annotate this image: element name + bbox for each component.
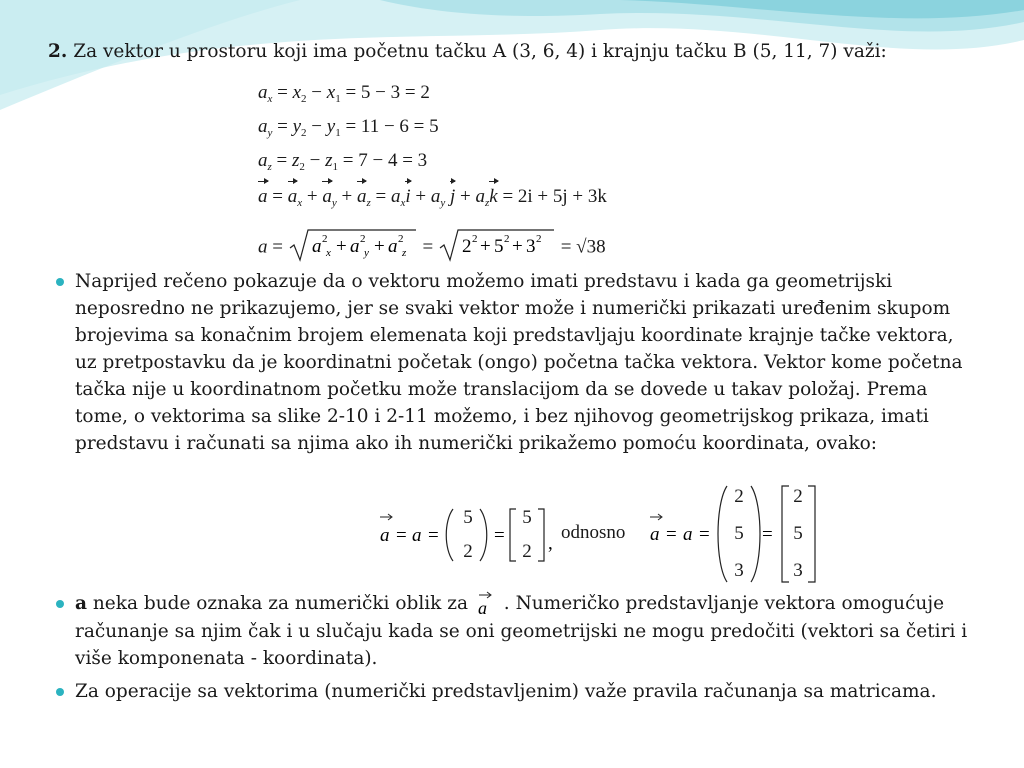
svg-text:a: a: [387, 236, 398, 257]
matrix-cell: 5: [522, 507, 532, 528]
svg-text:2: 2: [503, 233, 510, 245]
svg-text:z: z: [401, 247, 406, 259]
notation-text-before: neka bude oznaka za numerički oblik za: [87, 593, 469, 614]
matrix-cell: 2: [522, 541, 532, 562]
problem-number: 2.: [48, 41, 68, 62]
equation-ay-rhs: = 11 − 6 = 5: [345, 116, 439, 137]
svg-text:=: =: [699, 524, 710, 545]
equation-az-rhs: = 7 − 4 = 3: [342, 150, 428, 171]
svg-text:+: +: [373, 236, 385, 257]
vector-a-symbol: [474, 591, 498, 618]
bold-symbol-a: a: [75, 593, 87, 614]
equation-vector-norm: a = a 2 x + a 2 y + a 2 z = 2 2 + 5 2 + 3 2 = √38: [258, 228, 606, 254]
vector-arrow-icon: [474, 589, 498, 619]
matrix-connector: odnosno: [561, 522, 626, 543]
matrix-right-bracket-values: [788, 486, 808, 582]
svg-text:2: 2: [461, 236, 472, 257]
matrix-cell: 3: [734, 560, 744, 581]
svg-text:=: =: [494, 525, 505, 546]
svg-text:3: 3: [525, 236, 536, 257]
matrix-left-paren-values: [458, 507, 478, 563]
bullet-icon: [56, 688, 64, 696]
svg-text:y: y: [363, 247, 369, 259]
matrix-cell: 3: [793, 560, 803, 581]
svg-text:a: a: [311, 236, 322, 257]
equations-block: [258, 82, 698, 262]
svg-text:=: =: [762, 524, 773, 545]
svg-text:=: =: [428, 525, 439, 546]
paragraph-numeric-representation: Naprijed rečeno pokazuje da o vektoru možemo imati predstavu i kada ga geometrijski neposredno ne prikazujemo, jer se svaki vektor može i numerički prikazati uređenim skupom brojevima sa konačnim brojem elemenata koji predstavljaju koordinate krajnje tačke vektora, uz pretpostavku da je koordinatni početak (ongo) početna tačka vektora. Vektor kome početna tačka nije u koordinatnom početku može translacijom da se dovede u takav položaj. Prema tome, o vektorima sa slike 2-10 i 2-11 možemo, i bez njihovog geometrijskog prikaza, imati predstavu i računati sa njima ako ih numerički prikažemo pomoću koordinata, ovako:: [75, 271, 963, 454]
matrix-equation-3d: [650, 484, 820, 584]
matrix-cell: 2: [793, 486, 803, 507]
paragraph-numeric-notation: [75, 590, 975, 672]
svg-text:,: ,: [548, 533, 553, 554]
svg-text:=: =: [396, 525, 407, 546]
svg-text:a: a: [477, 597, 487, 618]
equation-ay: $a_y = y_2 - y_1 = 11 - 6 = 5$: [258, 116, 439, 139]
equation-ax: $a_x = x_2 - x_1 = 5 - 3 = 2$: [258, 82, 430, 105]
svg-text:2: 2: [535, 233, 542, 245]
paragraph-matrix-rules: Za operacije sa vektorima (numerički predstavljenim) važe pravila računanja sa matricama.: [75, 681, 937, 702]
problem-statement: [48, 38, 1008, 65]
svg-text:a: a: [683, 524, 693, 545]
svg-text:+: +: [335, 236, 347, 257]
sqrt-sign-icon: [288, 228, 418, 262]
matrix-cell: 5: [734, 523, 744, 544]
svg-text:a: a: [380, 525, 390, 546]
svg-text:+: +: [479, 236, 491, 257]
equation-vector-norm-rhs: = √38: [560, 236, 606, 258]
matrix-equation-2d: [378, 505, 558, 565]
equation-vector-sum-rhs: = 2i + 5j + 3k: [502, 186, 607, 207]
svg-text:a: a: [412, 525, 422, 546]
matrix-cell: 2: [734, 486, 744, 507]
matrix-cell: 5: [463, 507, 473, 528]
notation-text-after: . Numeričko predstavljanje vektora omogućuje računanje sa njim čak i u slučaju kada se oni geometrijski ne mogu predočiti (vektori sa četiri i više komponenata - koordinata).: [75, 593, 968, 669]
bullet-icon: [56, 600, 64, 608]
matrix-left-bracket-values: [517, 507, 537, 563]
svg-text:2: 2: [359, 233, 366, 245]
svg-text:5: 5: [493, 236, 504, 257]
bullet-icon: [56, 278, 64, 286]
svg-text:2: 2: [397, 233, 404, 245]
svg-text:a: a: [650, 524, 660, 545]
problem-text: Za vektor u prostoru koji ima početnu tačku A (3, 6, 4) i krajnju tačku B (5, 11, 7) važi:: [73, 41, 887, 62]
svg-text:x: x: [325, 247, 331, 259]
equation-ax-rhs: = 5 − 3 = 2: [345, 82, 430, 103]
equation-az: $a_z = z_2 - z_1 = 7 - 4 = 3$: [258, 150, 428, 173]
sqrt-sign-icon: [438, 228, 556, 262]
svg-text:=: =: [666, 524, 677, 545]
svg-text:+: +: [511, 236, 523, 257]
svg-text:a: a: [349, 236, 360, 257]
svg-text:2: 2: [321, 233, 328, 245]
matrix-cell: 2: [463, 541, 473, 562]
equation-vector-sum: $a = a_x + a_y + a_z = a_xi + a_y$ $j + a_zk = 2i + 5j + 3k$: [258, 186, 607, 209]
matrix-right-paren-values: [729, 486, 749, 582]
svg-text:2: 2: [471, 233, 478, 245]
matrix-cell: 5: [793, 523, 803, 544]
